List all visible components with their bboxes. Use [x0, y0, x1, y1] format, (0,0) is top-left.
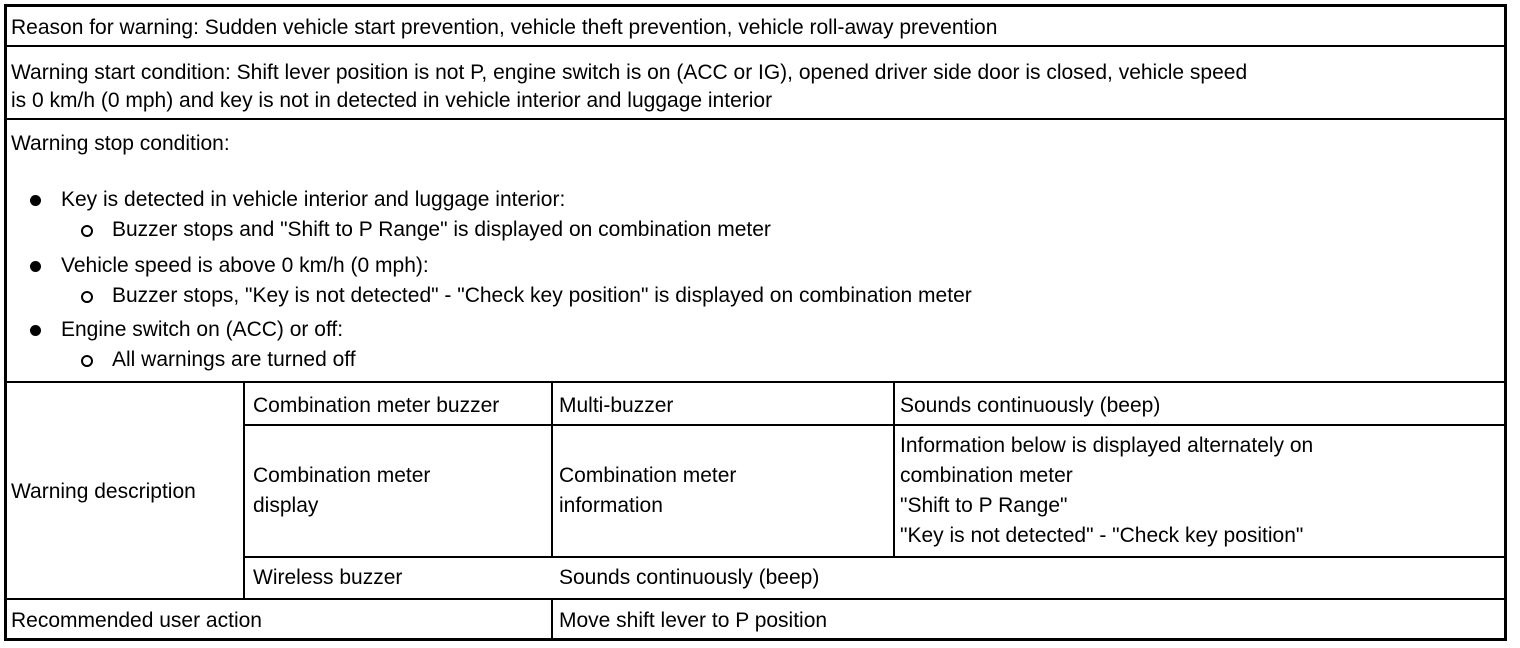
device-cell: display: [253, 494, 319, 517]
device-cell: Wireless buzzer: [253, 566, 403, 589]
action-cell: Sounds continuously (beep): [900, 394, 1161, 417]
row-divider: [244, 424, 1505, 426]
row-divider: [6, 381, 1505, 383]
stop-item-label: Vehicle speed is above 0 km/h (0 mph):: [61, 254, 429, 277]
action-cell: combination meter: [900, 464, 1073, 487]
action-cell: Information below is displayed alternately on: [900, 434, 1314, 457]
type-cell: Multi-buzzer: [559, 394, 674, 417]
stop-condition-heading: Warning stop condition:: [11, 132, 230, 155]
device-cell: Combination meter buzzer: [253, 394, 500, 417]
stop-item-label: Engine switch on (ACC) or off:: [61, 318, 344, 341]
type-cell: information: [559, 494, 663, 517]
stop-item-sub: Buzzer stops, "Key is not detected" - "Check key position" is displayed on combination meter: [112, 284, 972, 307]
type-cell: Combination meter: [559, 464, 737, 487]
bullet-icon: [30, 325, 41, 336]
action-cell: Sounds continuously (beep): [559, 566, 820, 589]
col-divider: [551, 599, 553, 640]
action-cell: "Shift to P Range": [900, 494, 1068, 517]
row-divider: [6, 118, 1505, 120]
stop-item-sub: Buzzer stops and "Shift to P Range" is displayed on combination meter: [112, 218, 771, 241]
recommended-action-label: Recommended user action: [11, 609, 262, 632]
row-divider: [6, 45, 1505, 47]
circle-bullet-icon: [81, 355, 93, 367]
circle-bullet-icon: [81, 291, 93, 303]
start-condition-line1: Warning start condition: Shift lever position is not P, engine switch is on (ACC or IG), opened driver side door is closed, vehicle speed: [11, 61, 1248, 84]
col-divider: [551, 382, 553, 557]
row-divider: [244, 556, 1505, 558]
col-divider: [893, 382, 895, 557]
start-condition-line2: is 0 km/h (0 mph) and key is not in detected in vehicle interior and luggage interior: [11, 89, 773, 112]
stop-item-label: Key is detected in vehicle interior and luggage interior:: [61, 188, 566, 211]
bullet-icon: [30, 261, 41, 272]
circle-bullet-icon: [81, 225, 93, 237]
recommended-action-value: Move shift lever to P position: [559, 609, 828, 632]
device-cell: Combination meter: [253, 464, 431, 487]
col-divider: [243, 382, 245, 599]
stop-item-sub: All warnings are turned off: [112, 348, 356, 371]
warning-description-label: Warning description: [11, 480, 196, 503]
bullet-icon: [30, 195, 41, 206]
action-cell: "Key is not detected" - "Check key position": [900, 524, 1304, 547]
reason-text: Reason for warning: Sudden vehicle start prevention, vehicle theft prevention, vehicle roll-away prevention: [11, 16, 998, 39]
row-divider: [6, 598, 1505, 600]
